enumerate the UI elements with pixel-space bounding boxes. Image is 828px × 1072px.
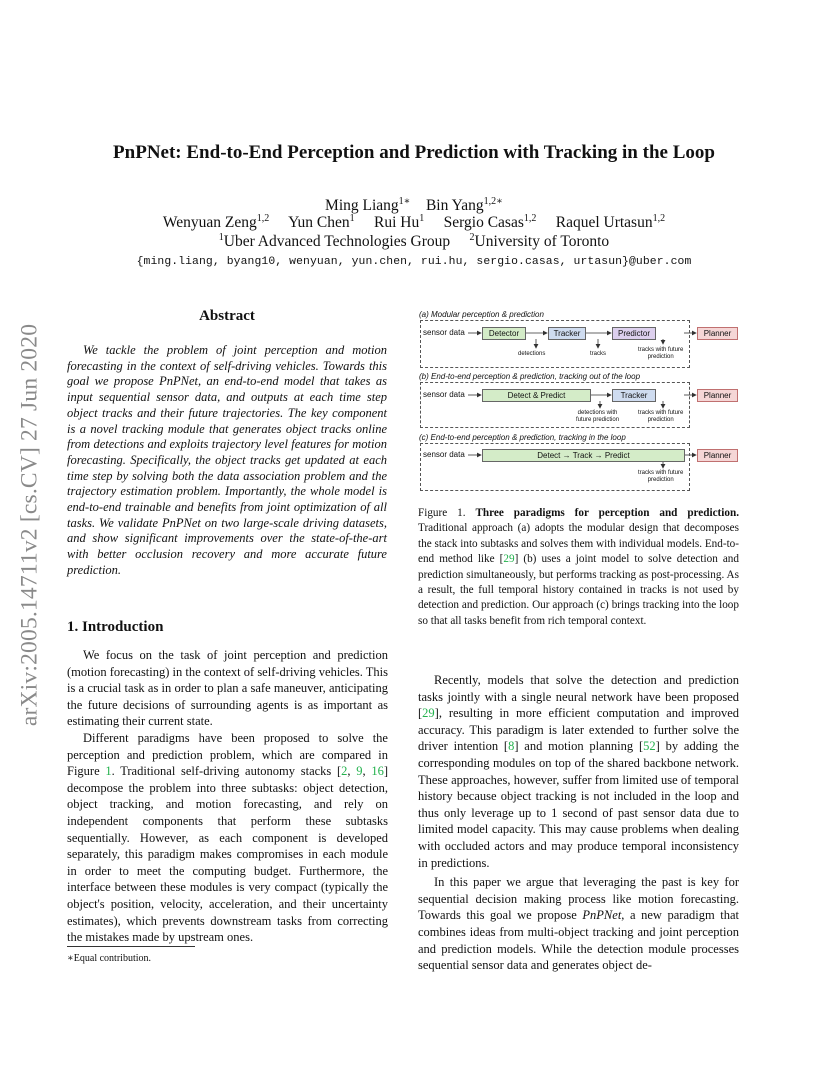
abstract-body: We tackle the problem of joint perception and motion forecasting in the context of self-driving vehicles. Towards this goal we propose PnPNet, an end-to-end model that takes as input sequential sensor data, and outputs at each time step object tracks and their future trajectories. The key component is a novel tracking module that generates object tracks online from detections and exploits trajectory level features for motion forecasting. Specifically, the object tracks get updated at each time step by solving both the data association problem and the trajectory estimation problem. Importantly, the whole model is end-to-end trainable and benefits from joint optimization of all tasks. We validate PnPNet on two large-scale driving datasets, and show significant improvements over the state-of-the-art with better occlusion recovery and more accurate future prediction.	[67, 343, 387, 577]
author-line-2	[0, 213, 828, 232]
affiliations	[0, 232, 828, 251]
planner-box: Planner	[697, 389, 738, 402]
planner-box: Planner	[697, 327, 738, 340]
ref-link[interactable]: 52	[643, 739, 656, 754]
detections-label: detections	[518, 351, 546, 357]
author-emails: {ming.liang, byang10, wenyuan, yun.chen, rui.hu, sergio.casas, urtasun}@uber.com	[136, 256, 692, 268]
arxiv-side-stamp	[10, 290, 50, 760]
panel-b-label: (b) End-to-end perception & prediction, tracking out of the loop	[419, 372, 641, 381]
model-name: PnPNet	[582, 908, 622, 923]
footnote: ∗Equal contribution.	[67, 953, 152, 964]
intro-paragraph-1: We focus on the task of joint perception and prediction (motion forecasting) in the context of self-driving vehicles. This is a crucial task as in order to plan a safe maneuver, anticipating the future decisions of surrounding agents is as important as estimating their current state.	[67, 648, 388, 729]
abstract-text	[67, 343, 387, 579]
ref-link[interactable]: 1	[105, 764, 112, 779]
author-sup: 1,2	[256, 213, 270, 224]
detect-track-predict-box: Detect → Track → Predict	[482, 449, 685, 462]
author-name: Rui Hu	[374, 214, 420, 232]
affiliation-1: Uber Advanced Technologies Group	[223, 233, 451, 251]
author-sup: 1,2∗	[483, 196, 503, 207]
sensor-data-label: sensor data	[423, 450, 465, 459]
right-paragraph-1: Recently, models that solve the detection and prediction tasks jointly with a single neural network have been proposed [29], resulting in more efficient computation and improved accuracy. This paradigm is later extended to further solve the driver intention [8] and motion planning [52] by adding the corresponding modules on top of the shared backbone network. These approaches, however, suffer from limited use of temporal history because object tracking is not included in the loop and thus only leverage up to 1 second of past sensor data due to limited model capacity. This may cause problems when dealing with occluded actors and may produce temporal inconsistency in predictions.	[418, 673, 739, 870]
tracks-future-label: tracks with future prediction	[638, 410, 684, 423]
tracks-future-label: tracks with future prediction	[638, 347, 684, 360]
tracker-box: Tracker	[612, 389, 656, 402]
right-column-text	[418, 672, 739, 974]
predictor-box: Predictor	[612, 327, 656, 340]
arxiv-id: arXiv:2005.14711v2 [cs.CV] 27 Jun 2020	[16, 323, 43, 727]
caption-figure-number: Figure 1.	[418, 507, 466, 519]
intro-text	[67, 647, 388, 946]
intro-heading: 1. Introduction	[67, 619, 164, 635]
tracks-label: tracks	[590, 351, 607, 357]
author-sup: 1	[419, 213, 425, 224]
author-name: Yun Chen	[288, 214, 350, 232]
intro-paragraph-2: Different paradigms have been proposed to solve the perception and prediction problem, which are compared in Figure 1. Traditional self-driving autonomy stacks [2, 9, 16] decompose the problem into three subtasks: object detection, object tracking, and motion forecasting, and rely on independent components that perform these subtasks sequentially. However, as each component is developed separately, this paradigm makes compromises in each module in order to meet the computing budget. Furthermore, the interface between these modules is very compact (typically the object's position, velocity, acceleration, and their uncertainty estimates), which prevents downstream tasks from correcting the mistakes made by upstream ones.	[67, 730, 389, 945]
affil-sup: 1	[218, 232, 224, 243]
footnote-divider	[67, 946, 195, 947]
ref-link[interactable]: 8	[508, 739, 515, 754]
panel-c-label: (c) End-to-end perception & prediction, tracking in the loop	[419, 433, 626, 442]
planner-box: Planner	[697, 449, 738, 462]
author-sup: 1	[349, 213, 355, 224]
figure-1-caption: Figure 1. Three paradigms for perception and prediction. Traditional approach (a) adopts the modular design that decomposes the stack into subtasks and solves them with individual models. End-to-end method like [29] (b) uses a joint model to solve detection and prediction simultaneously, but performs tracking as post-processing. As a result, the full temporal history contained in tracks is not used by detection and prediction. Our approach (c) brings tracking into the loop so that all tasks benefit from rich temporal context.	[418, 507, 740, 627]
det-future-label: detections with future prediction	[576, 410, 620, 423]
author-name: Bin Yang	[425, 197, 484, 215]
author-sup: 1,2	[523, 213, 537, 224]
detector-box: Detector	[482, 327, 526, 340]
author-name: Raquel Urtasun	[555, 214, 653, 232]
ref-link[interactable]: 16	[371, 764, 384, 779]
author-name: Ming Liang	[325, 197, 399, 215]
paper-title: PnPNet: End-to-End Perception and Prediction with Tracking in the Loop	[113, 142, 715, 163]
sensor-data-label: sensor data	[423, 328, 465, 337]
author-sup: 1∗	[398, 196, 411, 207]
ref-link[interactable]: 29	[422, 706, 435, 721]
author-name: Wenyuan Zeng	[162, 214, 257, 232]
ref-link[interactable]: 29	[503, 553, 515, 566]
author-sup: 1,2	[652, 213, 666, 224]
sensor-data-label: sensor data	[423, 390, 465, 399]
ref-link[interactable]: 2	[341, 764, 348, 779]
tracks-future-label: tracks with future prediction	[638, 470, 684, 483]
tracker-box: Tracker	[548, 327, 586, 340]
right-paragraph-2: In this paper we argue that leveraging the past is key for sequential decision making process like motion forecasting. Towards this goal we propose PnPNet, a new paradigm that combines ideas from multi-object tracking and joint perception and prediction models. While the detection module processes sequential sensor data and generates object de-	[418, 875, 739, 973]
caption-title: Three paradigms for perception and prediction.	[475, 507, 740, 519]
author-name: Sergio Casas	[443, 214, 524, 232]
figure-1-diagram	[418, 310, 740, 496]
affil-sup: 2	[469, 232, 475, 243]
abstract-heading: Abstract	[199, 308, 255, 324]
ref-link[interactable]: 9	[356, 764, 363, 779]
panel-a-label: (a) Modular perception & prediction	[419, 310, 544, 319]
detect-predict-box: Detect & Predict	[482, 389, 591, 402]
affiliation-2: University of Toronto	[474, 233, 610, 251]
